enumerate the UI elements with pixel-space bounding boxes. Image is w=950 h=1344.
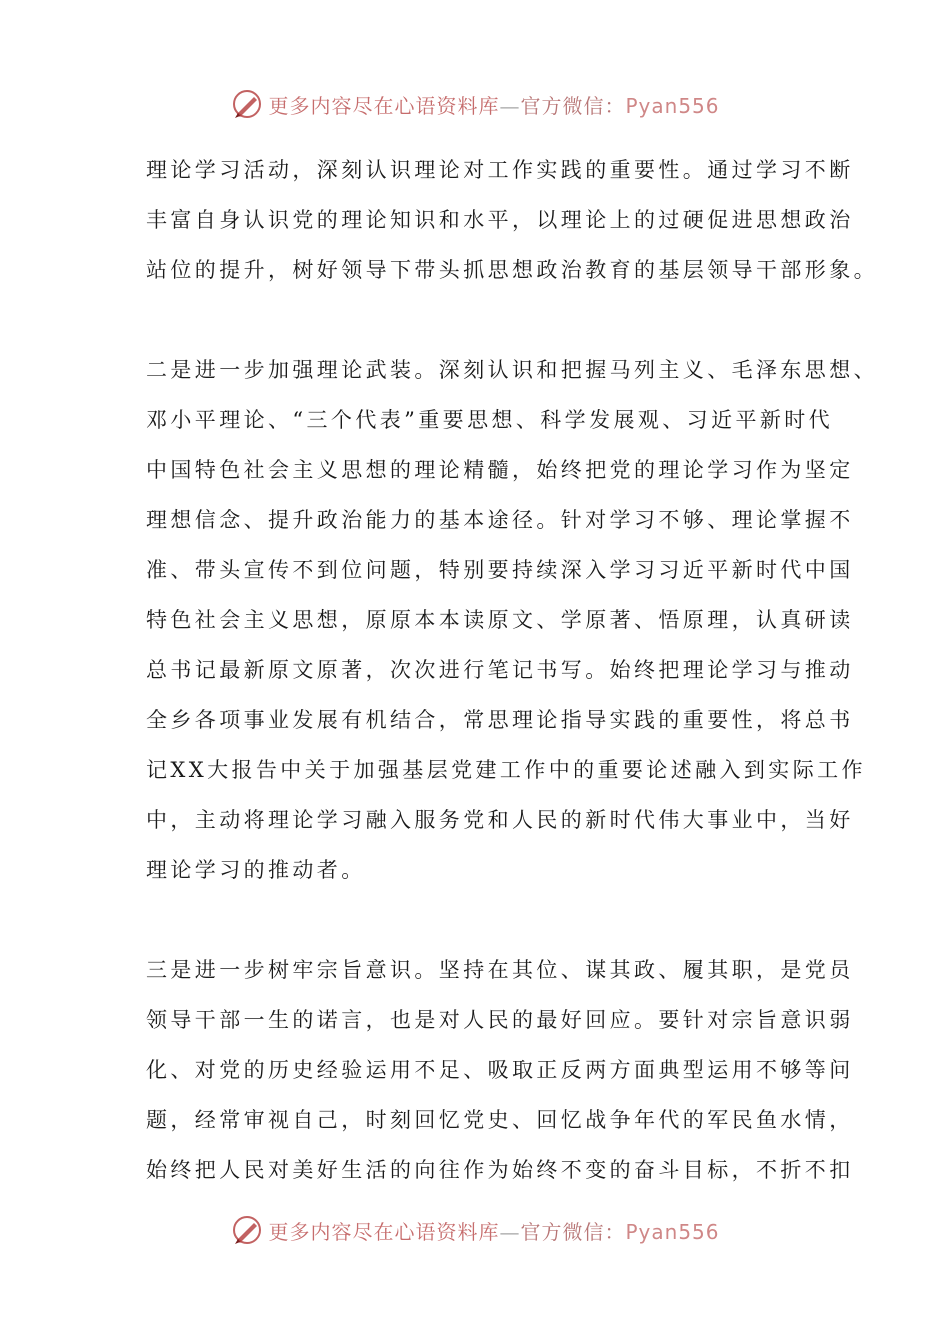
text-line: 题，经常审视自己，时刻回忆党史、回忆战争年代的军民鱼水情， <box>146 1108 854 1132</box>
text-line: 站位的提升，树好领导下带头抓思想政治教育的基层领导干部形象。 <box>146 258 878 282</box>
header-wechat-label: 官方微信： <box>520 93 626 118</box>
header-wechat-id: Pyan556 <box>625 93 720 118</box>
footer-wechat-id: Pyan556 <box>625 1219 720 1244</box>
text-line: 全乡各项事业发展有机结合，常思理论指导实践的重要性，将总书 <box>146 708 854 732</box>
text-line: 特色社会主义思想，原原本本读原文、学原著、悟原理，认真研读 <box>146 608 854 632</box>
text-line: 中国特色社会主义思想的理论精髓，始终把党的理论学习作为坚定 <box>146 458 854 482</box>
paragraph-1 <box>146 150 878 300</box>
text-line: 理想信念、提升政治能力的基本途径。针对学习不够、理论掌握不 <box>146 508 854 532</box>
footer-dash: — <box>499 1219 521 1244</box>
text-line: 丰富自身认识党的理论知识和水平，以理论上的过硬促进思想政治 <box>146 208 854 232</box>
document-body <box>146 150 878 1200</box>
pen-logo-icon <box>230 87 264 121</box>
header-brand-text: 更多内容尽在心语资料库 <box>268 93 500 118</box>
paragraph-3 <box>146 950 854 1200</box>
text-line: 三是进一步树牢宗旨意识。坚持在其位、谋其政、履其职，是党员 <box>146 958 854 982</box>
text-line: 理论学习的推动者。 <box>146 858 366 882</box>
text-line: 中，主动将理论学习融入服务党和人民的新时代伟大事业中，当好 <box>146 808 854 832</box>
text-line: 记XX大报告中关于加强基层党建工作中的重要论述融入到实际工作 <box>146 758 866 782</box>
text-line: 总书记最新原文原著，次次进行笔记书写。始终把理论学习与推动 <box>146 658 854 682</box>
header-dash: — <box>499 93 521 118</box>
header-watermark <box>0 84 950 124</box>
footer-brand-text: 更多内容尽在心语资料库 <box>268 1219 500 1244</box>
text-line: 邓小平理论、“三个代表”重要思想、科学发展观、习近平新时代 <box>146 408 834 432</box>
footer-watermark <box>0 1210 950 1250</box>
text-line: 准、带头宣传不到位问题，特别要持续深入学习习近平新时代中国 <box>146 558 854 582</box>
pen-logo-icon <box>230 1213 264 1247</box>
text-line: 理论学习活动，深刻认识理论对工作实践的重要性。通过学习不断 <box>146 158 854 182</box>
text-line: 领导干部一生的诺言，也是对人民的最好回应。要针对宗旨意识弱 <box>146 1008 854 1032</box>
text-line: 二是进一步加强理论武装。深刻认识和把握马列主义、毛泽东思想、 <box>146 358 878 382</box>
footer-wechat-label: 官方微信： <box>520 1219 626 1244</box>
text-line: 化、对党的历史经验运用不足、吸取正反两方面典型运用不够等问 <box>146 1058 854 1082</box>
text-line: 始终把人民对美好生活的向往作为始终不变的奋斗目标，不折不扣 <box>146 1158 854 1182</box>
paragraph-2 <box>146 350 878 900</box>
